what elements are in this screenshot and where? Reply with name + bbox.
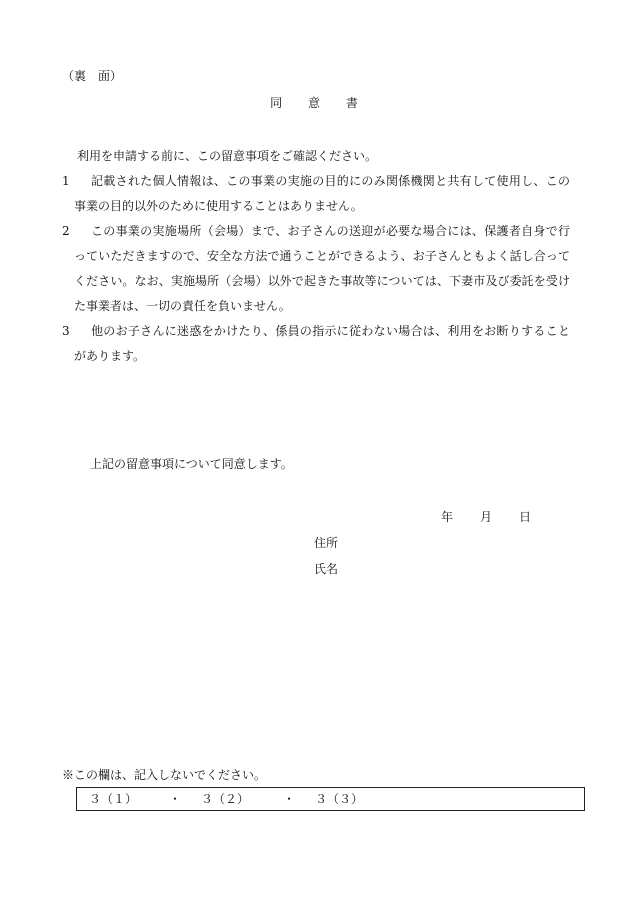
item-text: 他のお子さんに迷惑をかけたり、係員の指示に従わない場合は、利用をお断りすることがあります。 [74, 324, 570, 363]
reverse-side-label: （裏 面） [62, 69, 123, 83]
day-label: 日 [519, 510, 532, 524]
notice-item-1 [62, 169, 570, 219]
name-label: 氏名 [314, 562, 339, 576]
office-field-1: ３（１） [89, 792, 138, 806]
item-number: 2 [62, 224, 70, 238]
document-title [0, 95, 630, 111]
office-field-3: ３（３） [315, 792, 364, 806]
address-label: 住所 [314, 536, 339, 550]
intro-text: 利用を申請する前に、この留意事項をご確認ください。 [77, 149, 378, 163]
item-number: 3 [62, 324, 70, 338]
item-number: 1 [62, 174, 70, 188]
title-char: 同 [270, 96, 285, 110]
office-use-box [76, 787, 585, 811]
month-label: 月 [480, 510, 493, 524]
office-field-2: ３（２） [201, 792, 250, 806]
title-char: 書 [345, 96, 360, 110]
year-label: 年 [441, 510, 454, 524]
date-line [441, 509, 531, 525]
agreement-statement: 上記の留意事項について同意します。 [90, 457, 293, 471]
notice-item-3 [62, 319, 570, 369]
office-use-note: ※この欄は、記入しないでください。 [62, 768, 267, 782]
item-text: 記載された個人情報は、この事業の実施の目的にのみ関係機関と共有して使用し、この事業の目的以外のために使用することはありません。 [74, 174, 570, 213]
office-separator: ・ [283, 792, 296, 806]
title-char: 意 [307, 96, 322, 110]
office-separator: ・ [169, 792, 182, 806]
notice-item-2 [62, 219, 570, 319]
item-text: この事業の実施場所（会場）まで、お子さんの送迎が必要な場合には、保護者自身で行っていただきますので、安全な方法で通うことができるよう、お子さんともよく話し合ってください。なお、実施場所（会場）以外で起きた事故等については、下妻市及び委託を受けた事業者は、一切の責任を負いません。 [74, 224, 570, 313]
